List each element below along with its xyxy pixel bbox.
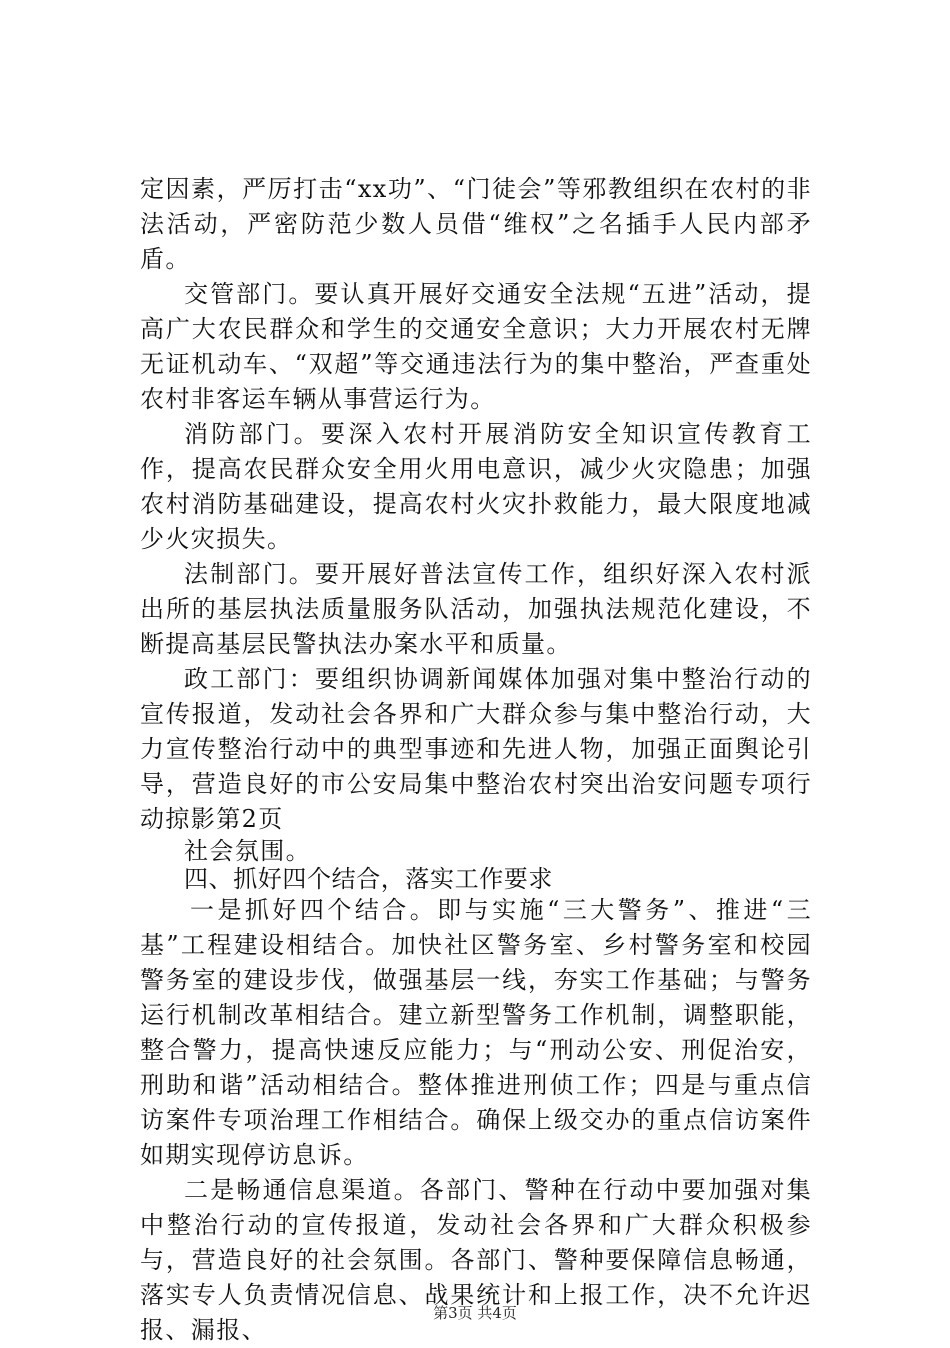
paragraph-political-dept: 政工部门：要组织协调新闻媒体加强对集中整治行动的宣传报道，发动社会各界和广大群众参与集中整治行动，大力宣传整治行动中的典型事迹和先进人物，加强正面舆论引导，营造良好的市公安局集中整治农村突出治安问题专项行动掠影第2页 (140, 665, 812, 833)
paragraph-info-channels: 二是畅通信息渠道。各部门、警种在行动中要加强对集中整治行动的宣传报道，发动社会各界和广大群众积极参与，营造良好的社会氛围。各部门、警种要保障信息畅通，落实专人负责情况信息、战果统计和上报工作，决不允许迟报、漏报、 (140, 1176, 812, 1344)
paragraph-four-combinations: 一是抓好四个结合。即与实施“三大警务”、推进“三基”工程建设相结合。加快社区警务室、乡村警务室和校园警务室的建设步伐，做强基层一线，夯实工作基础；与警务运行机制改革相结合。建立新型警务工作机制，调整职能，整合警力，提高快速反应能力；与“刑动公安、刑促治安，刑助和谐”活动相结合。整体推进刑侦工作；四是与重点信访案件专项治理工作相结合。确保上级交办的重点信访案件如期实现停访息诉。 (140, 896, 812, 1169)
paragraph-fire-dept: 消防部门。要深入农村开展消防安全知识宣传教育工作，提高农民群众安全用火用电意识，减少火灾隐患；加强农村消防基础建设，提高农村火灾扑救能力，最大限度地减少火灾损失。 (140, 420, 812, 553)
paragraph-social-atmosphere: 社会氛围。 (184, 837, 311, 865)
paragraph-traffic-dept: 交管部门。要认真开展好交通安全法规“五进”活动，提高广大农民群众和学生的交通安全意识；大力开展农村无牌无证机动车、“双超”等交通违法行为的集中整治，严查重处农村非客运车辆从事营运行为。 (140, 280, 812, 413)
paragraph-legal-dept: 法制部门。要开展好普法宣传工作，组织好深入农村派出所的基层执法质量服务队活动，加强执法规范化建设，不断提高基层民警执法办案水平和质量。 (140, 560, 812, 658)
page-footer: 第3页 共4页 (433, 1304, 517, 1322)
section-heading-four: 四、抓好四个结合，落实工作要求 (184, 865, 553, 893)
document-body (140, 172, 812, 1348)
paragraph-continuation: 定因素，严厉打击“xx功”、“门徒会”等邪教组织在农村的非法活动，严密防范少数人员借“维权”之名插手人民内部矛盾。 (140, 175, 812, 273)
